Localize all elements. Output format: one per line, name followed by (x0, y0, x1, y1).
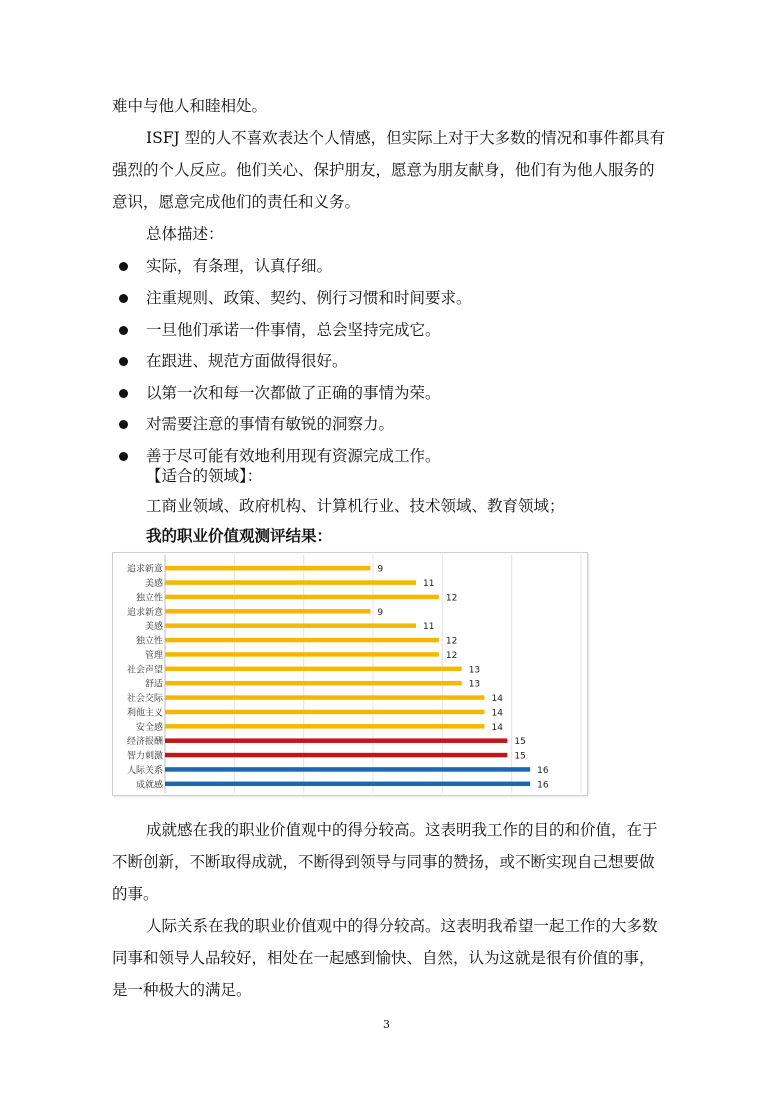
list-item-text: 实际，有条理，认真仔细。 (146, 257, 333, 275)
bullet-icon (119, 294, 128, 303)
bar (165, 681, 462, 686)
list-item-text: 一旦他们承诺一件事情，总会坚持完成它。 (146, 321, 441, 339)
bar (165, 738, 507, 743)
category-label: 社会交际 (126, 694, 163, 705)
category-label: 社会声望 (126, 665, 163, 676)
chart-svg (113, 553, 587, 795)
bullet-icon (119, 389, 128, 398)
data-label: 12 (445, 593, 458, 604)
section-heading-result: 我的职业价值观测评结果： (146, 526, 333, 545)
paragraph-line: ISFJ 型的人不喜欢表达个人情感，但实际上对于大多数的情况和事件都具有 (146, 129, 666, 147)
bullet-icon (119, 262, 128, 271)
category-label: 利他主义 (126, 708, 163, 719)
bar (165, 652, 439, 657)
list-item-text: 善于尽可能有效地利用现有资源完成工作。 (146, 447, 441, 465)
data-label: 11 (423, 622, 435, 633)
bar (165, 695, 485, 700)
bullet-icon (119, 326, 128, 335)
data-label: 15 (514, 737, 526, 748)
category-label: 美感 (144, 579, 163, 590)
section-heading-suitable: 【适合的领域】： (146, 467, 263, 485)
bullet-icon (119, 452, 128, 461)
data-label: 16 (537, 765, 549, 776)
data-label: 11 (423, 579, 435, 590)
paragraph-line: 难中与他人和睦相处。 (112, 97, 268, 115)
bar (165, 782, 530, 787)
category-label: 舒适 (144, 679, 163, 690)
category-label: 人际关系 (126, 765, 163, 776)
paragraph-line: 不断创新，不断取得成就，不断得到领导与同事的赞扬，或不断实现自己想要做 (112, 853, 655, 871)
list-item-text: 对需要注意的事情有敏锐的洞察力。 (146, 415, 395, 433)
category-label: 美感 (144, 622, 163, 633)
category-label: 管理 (144, 650, 163, 661)
paragraph-line: 工商业领域、政府机构、计算机行业、技术领域、教育领域； (146, 497, 565, 515)
data-label: 12 (445, 650, 458, 661)
bar (165, 609, 370, 614)
data-label: 14 (491, 708, 503, 719)
list-item-text: 以第一次和每一次都做了正确的事情为荣。 (146, 384, 441, 402)
paragraph-line: 同事和领导人品较好，相处在一起感到愉快、自然，认为这就是很有价值的事， (112, 949, 655, 967)
section-heading-overall: 总体描述： (146, 225, 224, 243)
bar (165, 724, 485, 729)
category-label: 追求新意 (126, 564, 163, 575)
page-number: 3 (383, 1018, 390, 1031)
list-item-text: 注重规则、政策、契约、例行习惯和时间要求。 (146, 289, 472, 307)
category-label: 经济报酬 (126, 737, 163, 748)
paragraph-line: 是一种极大的满足。 (112, 981, 252, 999)
category-label: 智力刺激 (126, 751, 163, 762)
category-label: 成就感 (135, 780, 163, 791)
career-values-chart (112, 552, 588, 796)
category-label: 独立性 (135, 636, 163, 647)
bullet-icon (119, 420, 128, 429)
bar (165, 638, 439, 643)
bar (165, 667, 462, 672)
category-label: 追求新意 (126, 607, 163, 618)
data-label: 13 (468, 665, 481, 676)
bar (165, 580, 416, 585)
bar (165, 753, 507, 758)
bar (165, 595, 439, 600)
data-label: 9 (377, 607, 384, 618)
bar (165, 623, 416, 628)
category-label: 独立性 (135, 593, 163, 604)
paragraph-line: 的事。 (112, 885, 159, 903)
category-label: 安全感 (135, 722, 163, 733)
paragraph-line: 意识，愿意完成他们的责任和义务。 (112, 193, 361, 211)
data-label: 13 (468, 679, 481, 690)
data-label: 9 (377, 564, 384, 575)
paragraph-line: 人际关系在我的职业价值观中的得分较高。这表明我希望一起工作的大多数 (146, 917, 658, 935)
data-label: 12 (445, 636, 458, 647)
data-label: 14 (491, 722, 503, 733)
paragraph-line: 强烈的个人反应。他们关心、保护朋友，愿意为朋友献身，他们有为他人服务的 (112, 161, 655, 179)
list-item-text: 在跟进、规范方面做得很好。 (146, 352, 348, 370)
data-label: 15 (514, 751, 526, 762)
bar (165, 566, 370, 571)
paragraph-line: 成就感在我的职业价值观中的得分较高。这表明我工作的目的和价值，在于 (146, 821, 658, 839)
bar (165, 710, 485, 715)
bar (165, 767, 530, 772)
bullet-icon (119, 357, 128, 366)
data-label: 16 (537, 780, 549, 791)
data-label: 14 (491, 694, 503, 705)
